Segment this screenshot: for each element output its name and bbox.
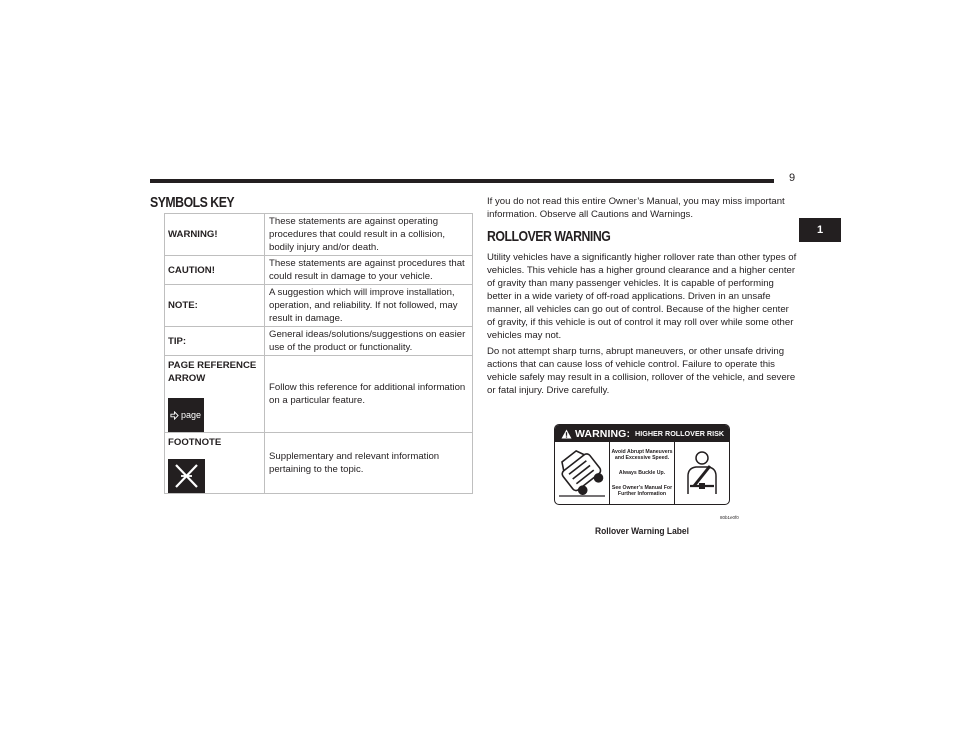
chapter-tab[interactable]: 1 [799,218,841,242]
seatbelt-person-icon [674,442,729,504]
rollover-paragraph-2: Do not attempt sharp turns, abrupt maneuvers, or other unsafe driving actions that can cause loss of vehicle control. Failure to operate this vehicle safely may result in a collision, rollover of the vehicle, and severe or fatal injury. Drive carefully. [487,346,796,396]
rollover-warning-label [554,424,730,505]
label-line-2: Always Buckle Up. [618,469,666,476]
label-line-1: Avoid Abrupt Maneuvers and Excessive Speed. [611,448,673,461]
symbol-definition: A suggestion which will improve installation, operation, and reliability. If not followed, may result in damage. [265,285,473,327]
footnote-x-icon [168,459,205,493]
symbol-term: NOTE: [165,285,265,327]
rollover-warning-heading: ROLLOVER WARNING [487,228,611,245]
symbol-term: FOOTNOTE [168,437,222,448]
symbols-key-heading: SYMBOLS KEY [150,194,235,211]
symbol-term-cell [165,433,265,494]
rolling-vehicle-icon [557,446,607,500]
symbol-term-cell [165,356,265,433]
table-row [165,285,473,327]
page-number: 9 [788,172,796,184]
figure-caption: Rollover Warning Label [595,526,689,537]
symbol-term: CAUTION! [165,256,265,285]
label-line-3: See Owner’s Manual For Further Information [611,485,673,498]
symbols-key-table [164,213,473,494]
label-body [555,442,729,504]
symbol-term: PAGE REFERENCE ARROW [168,360,257,384]
image-reference-code: 80b1e0f0 [720,515,739,520]
symbol-definition: General ideas/solutions/suggestions on easier use of the product or functionality. [265,327,473,356]
arrow-right-icon [170,411,179,420]
page-reference-text: page [181,409,202,420]
symbol-definition: These statements are against procedures that could result in damage to your vehicle. [265,256,473,285]
symbol-term: TIP: [165,327,265,356]
table-row [165,327,473,356]
symbol-term: WARNING! [165,214,265,256]
table-row [165,356,473,433]
rollover-vehicle-icon [555,442,610,504]
header-rule [150,179,774,183]
intro-paragraph: If you do not read this entire Owner’s Manual, you may miss important information. Observe all Cautions and Warnings. [487,196,785,220]
symbol-definition: These statements are against operating procedures that could result in a collision, bodily injury and/or death. [265,214,473,256]
symbol-definition: Supplementary and relevant information pertaining to the topic. [265,433,473,494]
symbol-definition: Follow this reference for additional information on a particular feature. [265,356,473,433]
warning-triangle-icon [561,429,572,439]
label-warning-word: WARNING: [575,427,631,440]
x-mark-icon [168,459,205,493]
page-reference-arrow-icon [168,398,204,432]
table-row [165,433,473,494]
rollover-paragraph-1: Utility vehicles have a significantly higher rollover rate than other types of vehicles. This vehicle has a higher ground clearance and a higher center of gravity than many passenger vehicles. It is capable of performing better in a wide variety of off-road applications. Driven in an unsafe manner, all vehicles can go out of control. Because of the higher center of gravity, if this vehicle is out of control it may roll over while some other vehicles may not. [487,252,797,341]
label-header [555,425,729,442]
buckled-occupant-icon [680,446,724,500]
table-row [165,214,473,256]
table-row [165,256,473,285]
label-risk-text: HIGHER ROLLOVER RISK [635,429,725,438]
label-instructions [610,442,674,504]
